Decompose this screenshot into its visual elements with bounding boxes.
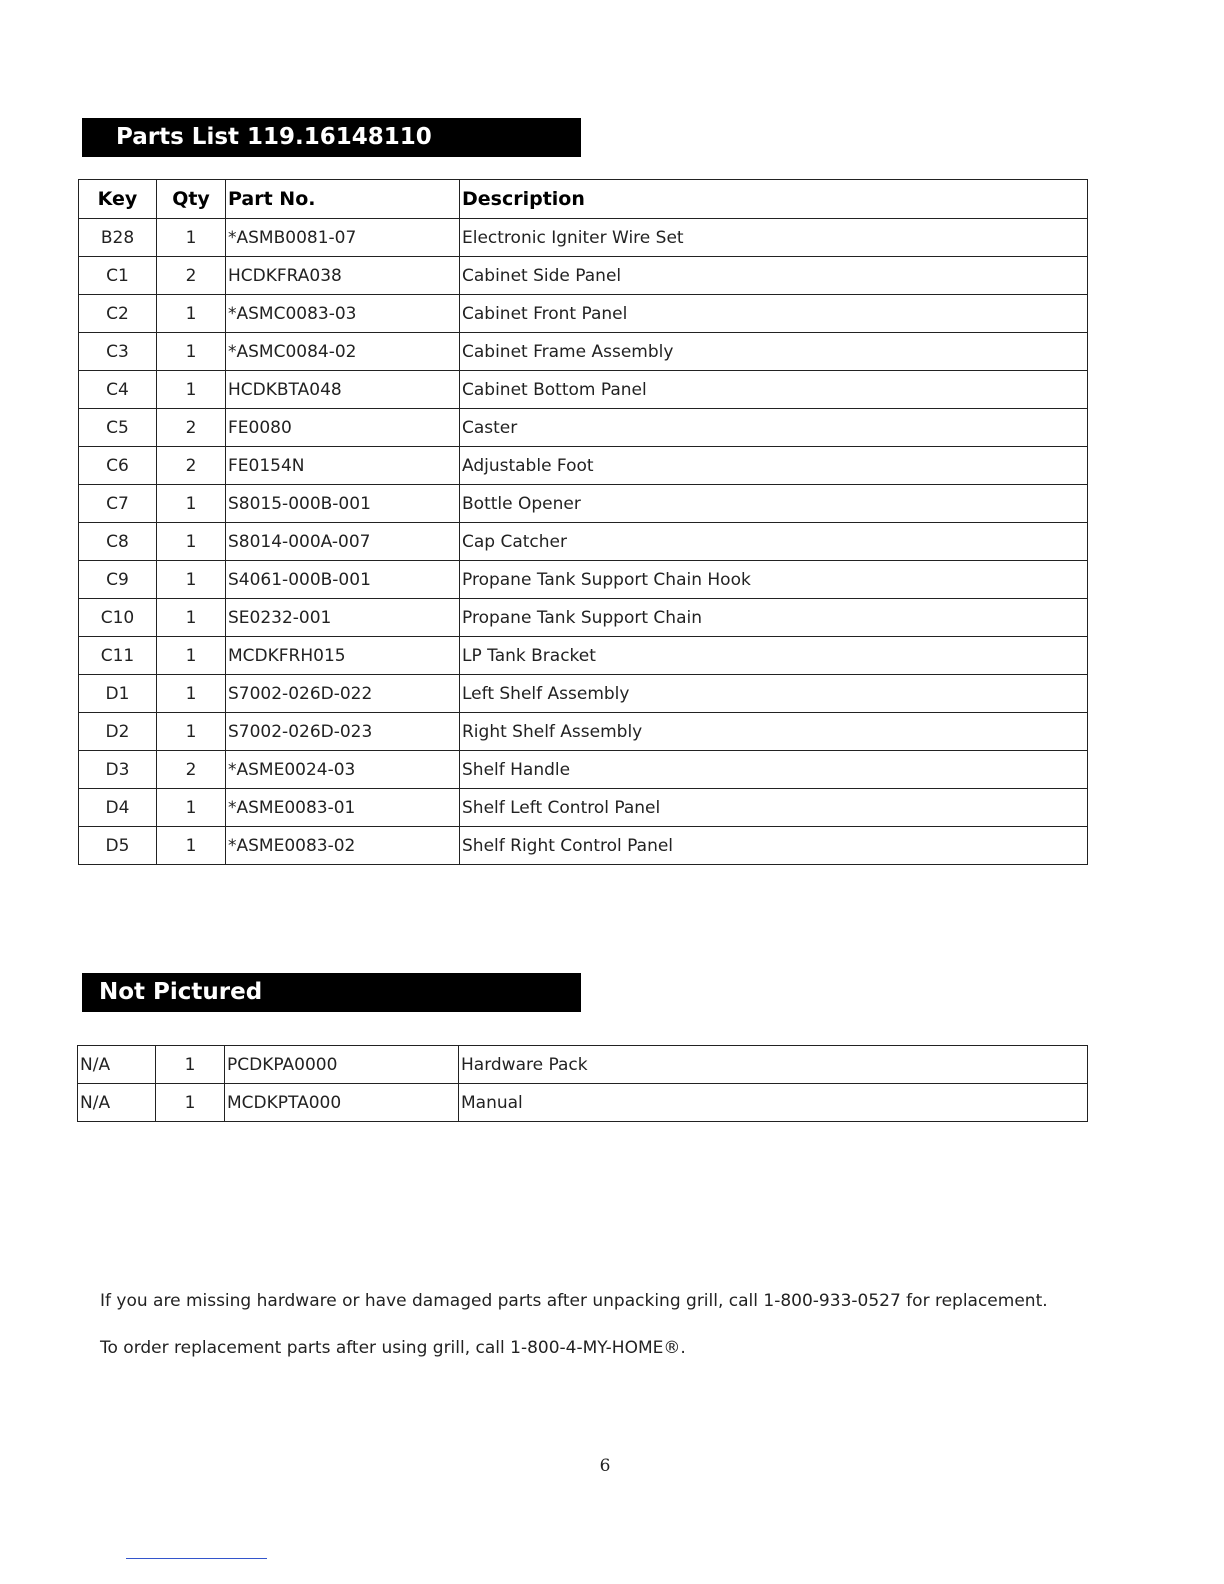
table-row (79, 219, 1088, 257)
parts-list-title: Parts List 119.16148110 (82, 118, 581, 157)
key-cell: C5 (79, 409, 157, 447)
qty-cell: 1 (156, 1046, 225, 1084)
qty-cell: 1 (157, 219, 226, 257)
description-cell: Cabinet Front Panel (460, 295, 1088, 333)
table-row (79, 827, 1088, 865)
not-pictured-title: Not Pictured (82, 973, 581, 1012)
key-cell: C1 (79, 257, 157, 295)
description-cell: Left Shelf Assembly (460, 675, 1088, 713)
part-no-cell: MCDKFRH015 (226, 637, 460, 675)
key-cell: D2 (79, 713, 157, 751)
missing-hardware-note: If you are missing hardware or have damaged parts after unpacking grill, call 1-800-933-0527 for replacement. (100, 1291, 1048, 1311)
qty-cell: 1 (157, 485, 226, 523)
table-row (79, 447, 1088, 485)
part-no-cell: *ASMC0083-03 (226, 295, 460, 333)
key-cell: C4 (79, 371, 157, 409)
table-row (78, 1084, 1088, 1122)
key-cell: C3 (79, 333, 157, 371)
table-row (79, 789, 1088, 827)
key-cell: C9 (79, 561, 157, 599)
part-no-cell: *ASMC0084-02 (226, 333, 460, 371)
description-cell: Propane Tank Support Chain Hook (460, 561, 1088, 599)
description-cell: Shelf Right Control Panel (460, 827, 1088, 865)
key-cell: C7 (79, 485, 157, 523)
part-no-cell: PCDKPA0000 (225, 1046, 459, 1084)
part-no-cell: *ASME0083-01 (226, 789, 460, 827)
part-no-cell: SE0232-001 (226, 599, 460, 637)
description-cell: Cap Catcher (460, 523, 1088, 561)
description-cell: Caster (460, 409, 1088, 447)
part-no-cell: S8015-000B-001 (226, 485, 460, 523)
part-no-cell: S4061-000B-001 (226, 561, 460, 599)
description-cell: Adjustable Foot (460, 447, 1088, 485)
key-cell: B28 (79, 219, 157, 257)
key-cell: N/A (78, 1046, 156, 1084)
qty-cell: 2 (157, 447, 226, 485)
description-cell: Cabinet Frame Assembly (460, 333, 1088, 371)
part-no-cell: MCDKPTA000 (225, 1084, 459, 1122)
part-no-cell: HCDKBTA048 (226, 371, 460, 409)
header-key: Key (79, 180, 157, 219)
order-parts-note: To order replacement parts after using grill, call 1-800-4-MY-HOME®. (100, 1338, 686, 1358)
description-cell: Shelf Handle (460, 751, 1088, 789)
part-no-cell: FE0154N (226, 447, 460, 485)
table-row (79, 561, 1088, 599)
description-cell: Hardware Pack (459, 1046, 1088, 1084)
table-row (79, 523, 1088, 561)
qty-cell: 1 (156, 1084, 225, 1122)
description-cell: Electronic Igniter Wire Set (460, 219, 1088, 257)
part-no-cell: HCDKFRA038 (226, 257, 460, 295)
qty-cell: 1 (157, 675, 226, 713)
description-cell: LP Tank Bracket (460, 637, 1088, 675)
header-qty: Qty (157, 180, 226, 219)
description-cell: Propane Tank Support Chain (460, 599, 1088, 637)
not-pictured-table (77, 1045, 1088, 1122)
table-row (79, 751, 1088, 789)
qty-cell: 1 (157, 713, 226, 751)
qty-cell: 1 (157, 295, 226, 333)
description-cell: Manual (459, 1084, 1088, 1122)
key-cell: D4 (79, 789, 157, 827)
part-no-cell: S7002-026D-023 (226, 713, 460, 751)
key-cell: D5 (79, 827, 157, 865)
key-cell: N/A (78, 1084, 156, 1122)
key-cell: C8 (79, 523, 157, 561)
part-no-cell: *ASME0083-02 (226, 827, 460, 865)
parts-list-table (78, 179, 1088, 865)
table-row (79, 295, 1088, 333)
key-cell: C2 (79, 295, 157, 333)
table-row (79, 713, 1088, 751)
table-row (79, 485, 1088, 523)
description-cell: Shelf Left Control Panel (460, 789, 1088, 827)
description-cell: Bottle Opener (460, 485, 1088, 523)
qty-cell: 1 (157, 789, 226, 827)
part-no-cell: S7002-026D-022 (226, 675, 460, 713)
qty-cell: 1 (157, 333, 226, 371)
table-row (79, 371, 1088, 409)
header-part-no: Part No. (226, 180, 460, 219)
key-cell: C11 (79, 637, 157, 675)
key-cell: C6 (79, 447, 157, 485)
description-cell: Cabinet Side Panel (460, 257, 1088, 295)
description-cell: Cabinet Bottom Panel (460, 371, 1088, 409)
key-cell: C10 (79, 599, 157, 637)
parts-list-header-row (79, 180, 1088, 219)
key-cell: D1 (79, 675, 157, 713)
key-cell: D3 (79, 751, 157, 789)
table-row (79, 675, 1088, 713)
description-cell: Right Shelf Assembly (460, 713, 1088, 751)
header-description: Description (460, 180, 1088, 219)
qty-cell: 1 (157, 827, 226, 865)
qty-cell: 1 (157, 599, 226, 637)
qty-cell: 1 (157, 371, 226, 409)
qty-cell: 1 (157, 523, 226, 561)
part-no-cell: *ASMB0081-07 (226, 219, 460, 257)
qty-cell: 2 (157, 409, 226, 447)
table-row (78, 1046, 1088, 1084)
part-no-cell: FE0080 (226, 409, 460, 447)
page-number: 6 (599, 1456, 611, 1476)
part-no-cell: *ASME0024-03 (226, 751, 460, 789)
table-row (79, 637, 1088, 675)
table-row (79, 409, 1088, 447)
table-row (79, 257, 1088, 295)
table-row (79, 599, 1088, 637)
qty-cell: 1 (157, 637, 226, 675)
qty-cell: 1 (157, 561, 226, 599)
part-no-cell: S8014-000A-007 (226, 523, 460, 561)
table-row (79, 333, 1088, 371)
qty-cell: 2 (157, 257, 226, 295)
footer-divider (126, 1558, 267, 1559)
qty-cell: 2 (157, 751, 226, 789)
